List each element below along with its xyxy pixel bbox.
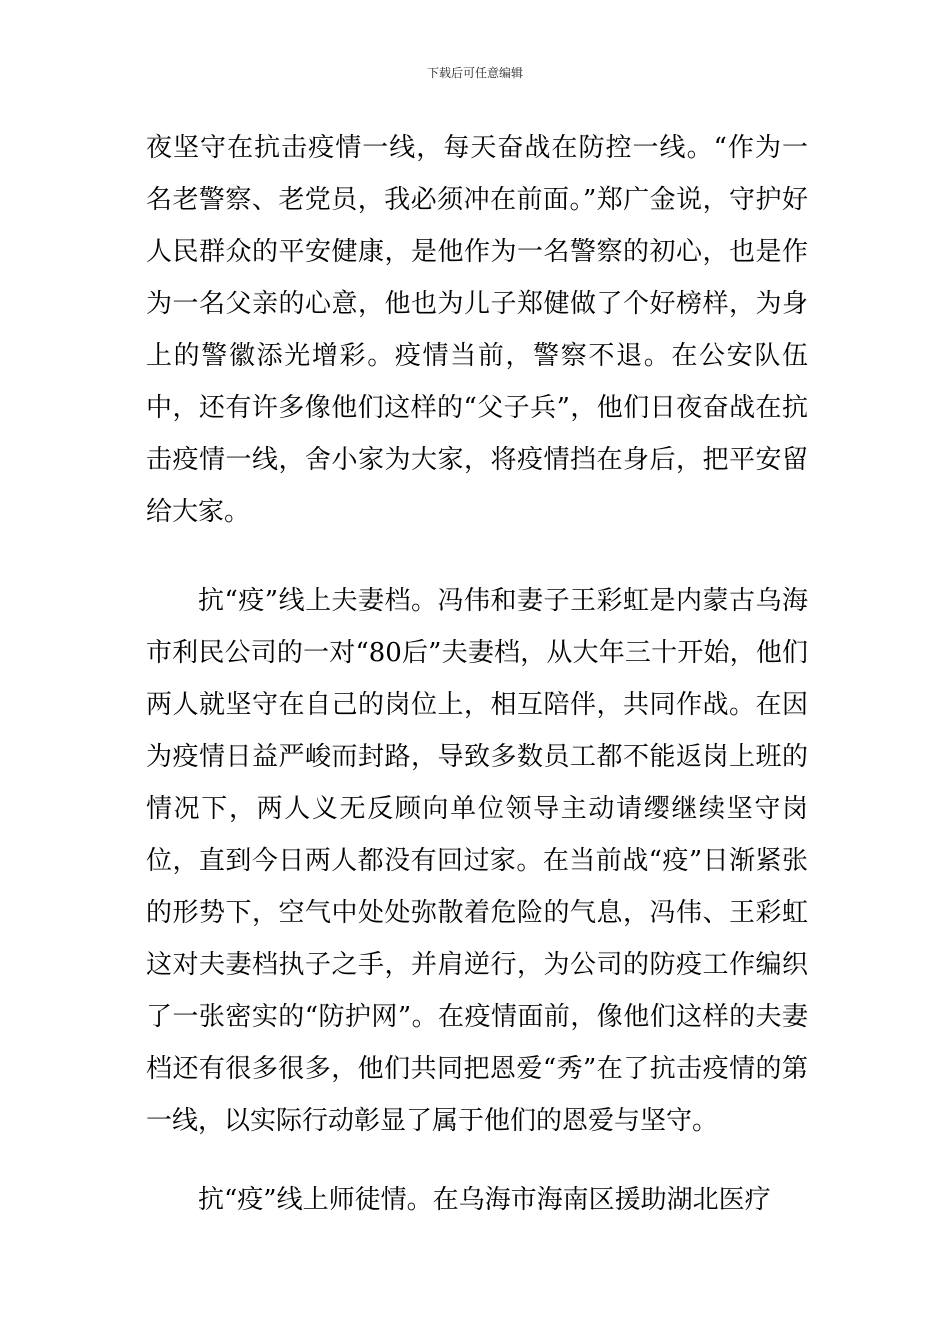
paragraph-master-apprentice: 抗“疫”线上师徒情。在乌海市海南区援助湖北医疗 — [198, 1185, 771, 1215]
paragraph-father-son: 夜坚守在抗击疫情一线，每天奋战在防控一线。“作为一名老警察、老党员，我必须冲在前面。”郑广金说，守护好人民群众的平安健康，是他作为一名警察的初心，也是作为一名父亲的心意，他也为儿子郑健做了个好榜样，为身上的警徽添光增彩。疫情当前，警察不退。在公安队伍中，还有许多像他们这样的“父子兵”，他们日夜奋战在抗击疫情一线，舍小家为大家，将疫情挡在身后，把平安留给大家。 — [146, 133, 808, 527]
header-note: 下载后可任意编辑 — [426, 66, 523, 80]
paragraph-husband-wife: 抗“疫”线上夫妻档。冯伟和妻子王彩虹是内蒙古乌海市利民公司的一对“80后”夫妻档，从大年三十开始，他们两人就坚守在自己的岗位上，相互陪伴，共同作战。在因为疫情日益严峻而封路，导致多数员工都不能返岗上班的情况下，两人义无反顾向单位领导主动请缨继续坚守岗位，直到今日两人都没有回过家。在当前战“疫”日渐紧张的形势下，空气中处处弥散着危险的气息，冯伟、王彩虹这对夫妻档执子之手，并肩逆行，为公司的防疫工作编织了一张密实的“防护网”。在疫情面前，像他们这样的夫妻档还有很多很多，他们共同把恩爱“秀”在了抗击疫情的第一线，以实际行动彰显了属于他们的恩爱与坚守。 — [146, 586, 808, 1136]
